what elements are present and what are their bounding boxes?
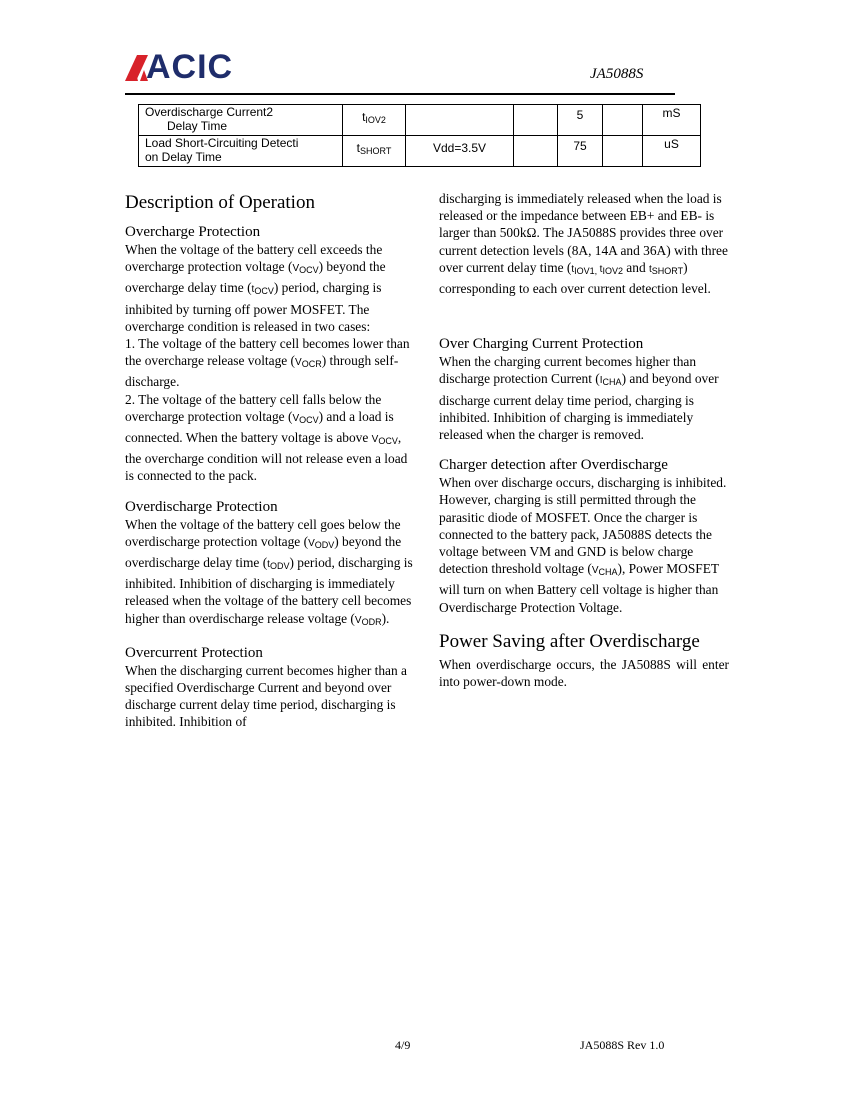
table-row (139, 105, 701, 136)
text-run: When the charging current becomes higher than discharge protection Current ( (439, 354, 697, 387)
symbol: V (308, 537, 315, 549)
parameter-line: Overdischarge Current2 (145, 105, 274, 119)
symbol: V (292, 412, 300, 424)
symbol-subscript: IOV2 (365, 115, 386, 125)
symbol: V (354, 614, 362, 626)
symbol-subscript: OCV (299, 414, 319, 425)
electrical-characteristics-table (138, 104, 701, 167)
parameter-line: Delay Time (167, 119, 228, 133)
table-cell-symbol (343, 105, 406, 136)
text-run: When the voltage of the battery cell goes below the overdischarge protection voltage ( (125, 516, 401, 549)
right-column (439, 190, 729, 690)
table-cell-max (603, 136, 643, 167)
table-cell-min (514, 136, 558, 167)
symbol-subscript: IOV2 (602, 265, 623, 276)
overcharge-heading: Overcharge Protection (125, 224, 261, 240)
text-run: ) period, charging is inhibited by turning off power MOSFET. The overcharge condition is released in two cases: (125, 280, 382, 334)
text-run: ) and a load is connected. When the battery voltage is above (125, 408, 394, 446)
symbol-subscript: ODR (361, 616, 382, 627)
text-run: When over discharge occurs, discharging is inhibited. However, charging is still permitted through the parasitic diode of MOSFET. Once the charger is connected to the battery pack, JA5088S detects the voltage between VM and GND is below charge detection threshold voltage ( (439, 475, 727, 577)
symbol: I (599, 375, 603, 387)
table-cell-typ: 5 (558, 105, 603, 136)
symbol: t (648, 263, 652, 275)
text-run: discharging is immediately released when the load is released or the impedance between EB+ and EB- is larger than 500kΩ. The JA5088S provides three over current detection levels (8A, 14A and 36A) with three over current delay time ( (439, 191, 728, 275)
symbol: t (571, 263, 575, 275)
overcurrent-continued-paragraph (439, 190, 729, 297)
page-number: 4/9 (395, 1038, 411, 1052)
symbol-subscript: CHA (602, 377, 622, 388)
table-cell-min (514, 105, 558, 136)
text-run: ) period, discharging is inhibited. Inhibition of discharging is immediately released when the voltage of the battery cell becomes higher than overdischarge release voltage ( (125, 555, 413, 626)
symbol-subscript: SHORT (360, 146, 392, 156)
table-cell-unit: uS (643, 136, 701, 167)
symbol-base: t (362, 110, 366, 124)
table-cell-symbol (343, 136, 406, 167)
overcurrent-paragraph: When the discharging current becomes higher than a specified Overdischarge Current and beyond over discharge current delay time period, discharging is inhibited. Inhibition of (125, 662, 407, 730)
text-run: ) through self-discharge. (125, 353, 399, 390)
overcharge-case-1 (125, 335, 417, 391)
document-id: JA5088S (590, 66, 644, 82)
table-cell-condition: Vdd=3.5V (406, 136, 514, 167)
text-run: 1. The voltage of the battery cell becomes lower than the overcharge release voltage ( (125, 336, 410, 369)
text-run: 2. The voltage of the battery cell falls below the overcharge protection voltage ( (125, 391, 382, 424)
symbol-base: t (356, 141, 360, 155)
text-run: and (622, 259, 649, 275)
symbol-subscript: ODV (269, 561, 290, 572)
text-run: ). (381, 610, 390, 626)
text-run: ) beyond the overdischarge delay time ( (125, 533, 402, 571)
text-run: ) and beyond over discharge current delay time period, charging is inhibited. Inhibition of charging is immediately released when the charger is removed. (439, 371, 719, 443)
symbol-subscript: OCV (254, 286, 274, 297)
table-cell-parameter (139, 105, 343, 136)
table-cell-condition (406, 105, 514, 136)
symbol-subscript: OCV (378, 436, 398, 447)
parameter-line: on Delay Time (145, 150, 222, 164)
symbol: t (267, 559, 270, 571)
text-run: ), Power MOSFET will turn on when Battery cell voltage is higher than Overdischarge Protection Voltage. (439, 561, 719, 615)
charger-detection-paragraph (439, 474, 729, 616)
left-column (125, 191, 417, 731)
table-cell-typ: 75 (558, 136, 603, 167)
over-charging-current-paragraph (439, 353, 729, 443)
symbol-subscript: OCR (301, 359, 322, 370)
power-saving-paragraph: When overdischarge occurs, the JA5088S will enter into power-down mode. (439, 656, 729, 690)
symbol: t (251, 284, 255, 296)
symbol-subscript: OCV (299, 265, 319, 276)
symbol: V (371, 434, 379, 446)
table-cell-parameter (139, 136, 343, 167)
text-run: , the overcharge condition will not release even a load is connected to the pack. (125, 430, 408, 484)
symbol: V (292, 263, 300, 275)
over-charging-current-heading: Over Charging Current Protection (439, 336, 644, 353)
symbol: V (591, 565, 599, 577)
symbol-subscript: ODV (314, 539, 335, 550)
table-cell-max (603, 105, 643, 136)
charger-detection-heading: Charger detection after Overdischarge (439, 457, 668, 474)
logo-wordmark: ACIC (146, 48, 234, 86)
symbol: t (599, 263, 603, 275)
overdischarge-heading: Overdischarge Protection (125, 498, 278, 515)
text-run: ) beyond the overcharge delay time ( (125, 259, 386, 296)
symbol-subscript: SHORT (651, 265, 684, 276)
overcharge-paragraph (125, 241, 417, 335)
table-cell-unit: mS (643, 105, 701, 136)
overcharge-case-2 (125, 391, 417, 485)
document-revision: JA5088S Rev 1.0 (580, 1038, 665, 1052)
symbol: V (295, 357, 302, 369)
text-run: When the voltage of the battery cell exceeds the overcharge protection voltage ( (125, 242, 383, 275)
symbol-subscript: CHA (598, 567, 618, 578)
parameter-line: Load Short-Circuiting Detecti (145, 136, 299, 150)
text-run: ) corresponding to each over current detection level. (439, 259, 711, 297)
table-row (139, 136, 701, 167)
section-title: Description of Operation (125, 192, 315, 213)
power-saving-heading: Power Saving after Overdischarge (439, 630, 700, 652)
overcurrent-heading: Overcurrent Protection (125, 644, 263, 661)
header-divider (125, 93, 675, 95)
symbol-subscript: IOV1, (574, 265, 600, 276)
overdischarge-paragraph (125, 516, 417, 631)
